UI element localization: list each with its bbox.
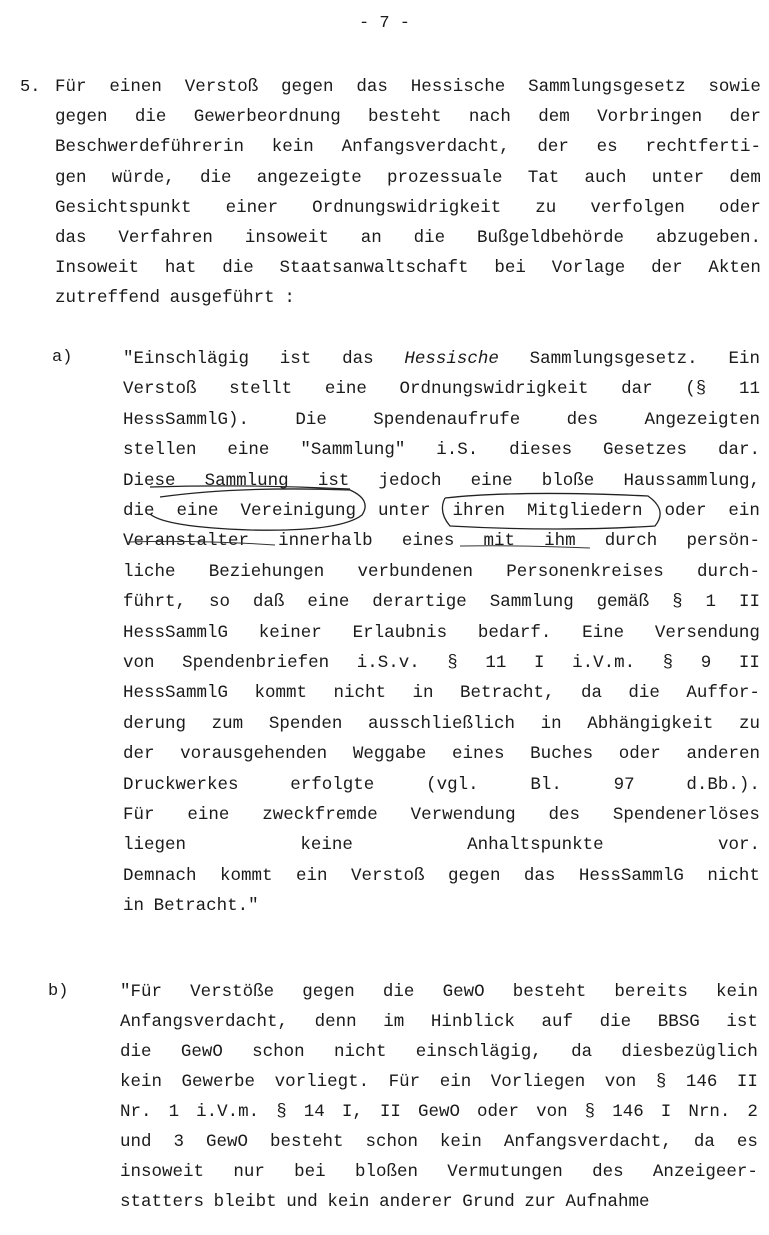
text-line: gen würde, die angezeigte prozessuale Tat auch unter dem (55, 167, 761, 188)
text-line: Veranstalter innerhalb eines mit ihm durch persön- (123, 531, 760, 552)
text-line: das Verfahren insoweit an die Bußgeldbehörde abzugeben. (55, 228, 761, 248)
text-line: Demnach kommt ein Verstoß gegen das HessSammlG nicht (123, 865, 760, 886)
text-line: Druckwerkes erfolgte (vgl. Bl. 97 d.Bb.). (123, 774, 760, 795)
text-line: gegen die Gewerbeordnung besteht nach dem Vorbringen der (55, 107, 761, 128)
text-line: kein Gewerbe vorliegt. Für ein Vorliegen von § 146 II (120, 1072, 758, 1092)
text-line: Verstoß stellt eine Ordnungswidrigkeit dar (§ 11 (123, 379, 760, 400)
text-line: statters bleibt und kein anderer Grund zur Aufnahme (120, 1192, 650, 1212)
section-b-label: b) (48, 982, 69, 1001)
text-line: Nr. 1 i.V.m. § 14 I, II GewO oder von § 146 I Nrn. 2 (120, 1102, 758, 1122)
text-line: Für eine zweckfremde Verwendung des Spendenerlöses (123, 805, 760, 825)
text-line: in Betracht." (123, 896, 259, 917)
text-line: Beschwerdeführerin kein Anfangsverdacht, der es rechtferti- (55, 137, 761, 158)
text-line: HessSammlG). Die Spendenaufrufe des Angezeigten (123, 409, 760, 430)
text-line: stellen eine "Sammlung" i.S. dieses Gesetzes dar. (123, 440, 760, 461)
page-number: - 7 - (358, 14, 410, 33)
text-line: zutreffend ausgeführt : (55, 288, 295, 309)
text-line: HessSammlG kommt nicht in Betracht, da die Auffor- (123, 683, 760, 704)
text-line: die GewO schon nicht einschlägig, da diesbezüglich (120, 1042, 758, 1062)
text-line: der vorausgehenden Weggabe eines Buches oder anderen (123, 744, 760, 765)
text-line: Insoweit hat die Staatsanwaltschaft bei Vorlage der Akten (55, 258, 761, 279)
text-line: die eine Vereinigung unter ihren Mitgliedern oder ein (123, 501, 760, 521)
text-line: liegen keine Anhaltspunkte vor. (123, 835, 760, 856)
section-a-label: a) (52, 348, 73, 367)
text-line: insoweit nur bei bloßen Vermutungen des Anzeigeer- (120, 1162, 758, 1182)
text-line: Für einen Verstoß gegen das Hessische Sammlungsgesetz sowie (55, 77, 761, 97)
text-line: von Spendenbriefen i.S.v. § 11 I i.V.m. § 9 II (123, 653, 760, 673)
text-line: derung zum Spenden ausschließlich in Abhängigkeit zu (123, 713, 760, 734)
text-line: Gesichtspunkt einer Ordnungswidrigkeit zu verfolgen oder (55, 197, 761, 218)
text-line: führt, so daß eine derartige Sammlung gemäß § 1 II (123, 592, 760, 613)
text-line: Diese Sammlung ist jedoch eine bloße Haussammlung, (123, 470, 760, 491)
text-line: "Einschlägig ist das Hessische Sammlungsgesetz. Ein (123, 349, 760, 369)
text-line: HessSammlG keiner Erlaubnis bedarf. Eine Versendung (123, 622, 760, 643)
text-line: "Für Verstöße gegen die GewO besteht bereits kein (120, 982, 758, 1002)
section-5-number: 5. (20, 78, 41, 97)
text-line: Anfangsverdacht, denn im Hinblick auf die BBSG ist (120, 1012, 758, 1032)
text-line: liche Beziehungen verbundenen Personenkreises durch- (123, 561, 760, 582)
text-line: und 3 GewO besteht schon kein Anfangsverdacht, da es (120, 1132, 758, 1152)
